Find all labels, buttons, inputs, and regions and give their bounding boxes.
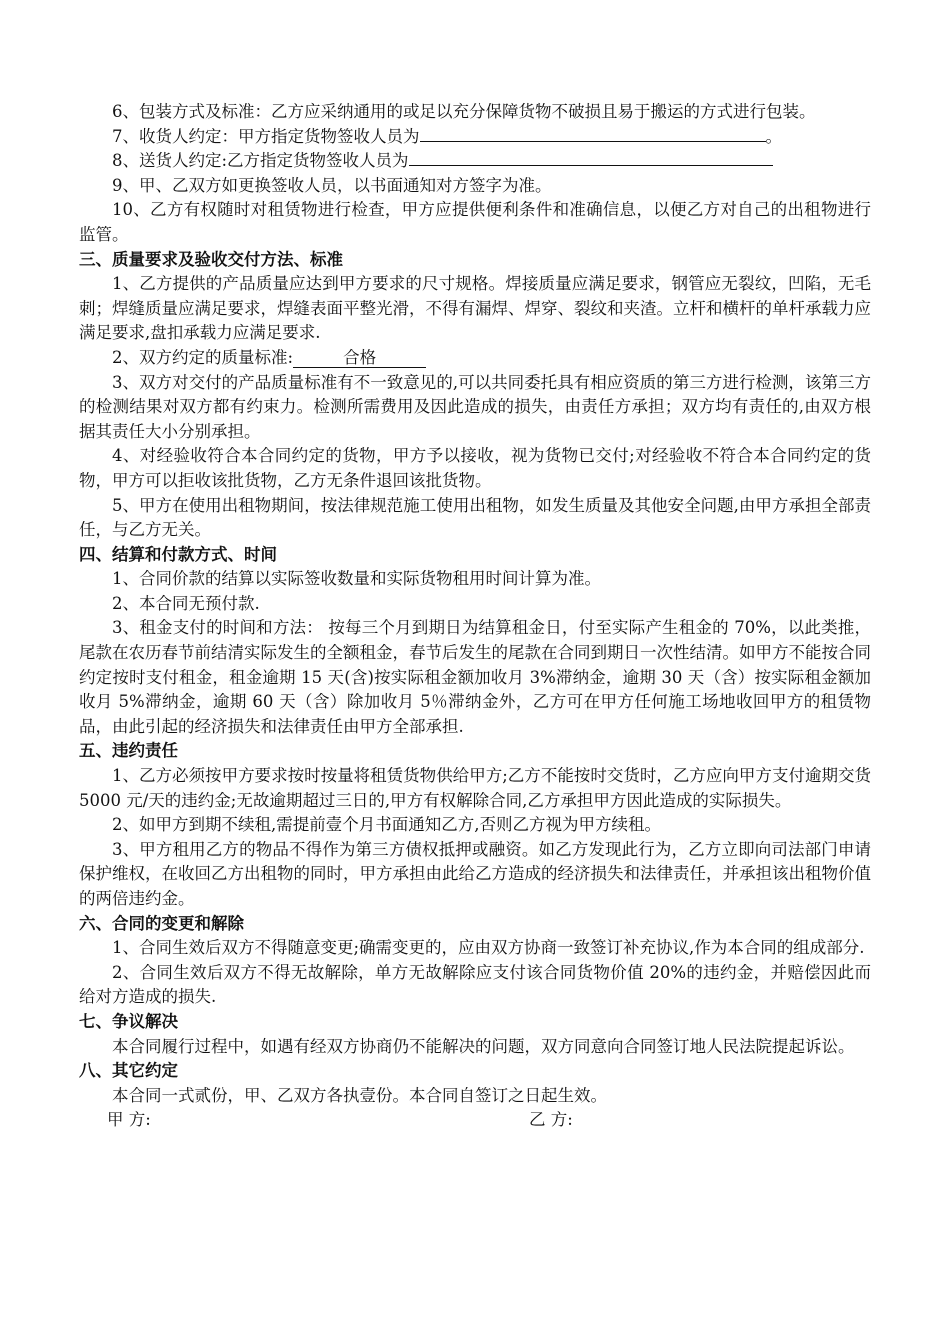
s7-p1: 本合同履行过程中，如遇有经双方协商仍不能解决的问题，双方同意向合同签订地人民法院提起诉讼。 bbox=[112, 1036, 855, 1056]
clause-7-label: 7、收货人约定：甲方指定货物签收人员为 bbox=[112, 126, 420, 146]
s3-p5: 5、甲方在使用出租物期间，按法律规范施工使用出租物，如发生质量及其他安全问题,由甲方承担全部责任，与乙方无关。 bbox=[79, 495, 871, 540]
clause-7 bbox=[79, 125, 871, 150]
clause-8 bbox=[79, 149, 871, 174]
deliverer-name-blank[interactable] bbox=[409, 165, 773, 166]
s4-p2: 2、本合同无预付款. bbox=[112, 593, 260, 613]
s4-p3: 3、租金支付的时间和方法： 按每三个月到期日为结算租金日，付至实际产生租金的 70%，以此类推，尾款在农历春节前结清实际发生的全额租金，春节后发生的尾款在合同到期日一次性结清。如甲方不能按合同约定按时支付租金，租金逾期 15 天(含)按实际租金额加收月 3%滞纳金，逾期 30 天（含）按实际租金额加收月 5%滞纳金，逾期 60 天（含）除加收月 5％滞纳金外，乙方可在甲方任何施工场地收回甲方的租赁物品，由此引起的经济损失和法律责任由甲方全部承担. bbox=[79, 618, 871, 736]
clause-10: 10、乙方有权随时对租赁物进行检查，甲方应提供便利条件和准确信息，以便乙方对自己的出租物进行监管。 bbox=[79, 200, 871, 244]
s3-p1: 1、乙方提供的产品质量应达到甲方要求的尺寸规格。焊接质量应满足要求，钢管应无裂纹，凹陷，无毛刺；焊缝质量应满足要求，焊缝表面平整光滑，不得有漏焊、焊穿、裂纹和夹渣。立杆和横杆的单杆承载力应满足要求,盘扣承载力应满足要求. bbox=[79, 274, 871, 343]
signature-row bbox=[79, 1108, 871, 1134]
s6-p2: 2、合同生效后双方不得无故解除，单方无故解除应支付该合同货物价值 20%的违约金，并赔偿因此而给对方造成的损失. bbox=[79, 962, 871, 1007]
s5-p1: 1、乙方必须按甲方要求按时按量将租赁货物供给甲方;乙方不能按时交货时，乙方应向甲方支付逾期交货 5000 元/天的违约金;无故逾期超过三日的,甲方有权解除合同,乙方承担甲方因此造成的实际损失。 bbox=[79, 766, 871, 810]
s5-p3: 3、甲方租用乙方的物品不得作为第三方债权抵押或融资。如乙方发现此行为，乙方立即向司法部门申请保护维权，在收回乙方出租物的同时，甲方承担由此给乙方造成的经济损失和法律责任，并承担该出租物价值的两倍违约金。 bbox=[79, 839, 871, 908]
clause-6: 6、包装方式及标准：乙方应采纳通用的或足以充分保障货物不破损且易于搬运的方式进行包装。 bbox=[112, 102, 816, 121]
s3-p3: 3、双方对交付的产品质量标准有不一致意见的,可以共同委托具有相应资质的第三方进行检测，该第三方的检测结果对双方都有约束力。检测所需费用及因此造成的损失，由责任方承担；双方均有责任的,由双方根据其责任大小分别承担。 bbox=[79, 372, 871, 441]
party-a-label: 甲 方: bbox=[107, 1110, 151, 1130]
section-4-heading: 四、结算和付款方式、时间 bbox=[79, 544, 277, 564]
contract-page bbox=[79, 100, 871, 1134]
receiver-name-blank[interactable] bbox=[420, 141, 766, 142]
section-3-heading: 三、质量要求及验收交付方法、标准 bbox=[79, 249, 343, 269]
s5-p2: 2、如甲方到期不续租,需提前壹个月书面通知乙方,否则乙方视为甲方续租。 bbox=[112, 815, 661, 835]
clause-9: 9、甲、乙双方如更换签收人员，以书面通知对方签字为准。 bbox=[112, 175, 552, 195]
section-5-heading: 五、违约责任 bbox=[79, 741, 178, 761]
section-6-heading: 六、合同的变更和解除 bbox=[79, 913, 244, 933]
s4-p1: 1、合同价款的结算以实际签收数量和实际货物租用时间计算为准。 bbox=[112, 569, 601, 589]
quality-standard-label: 2、双方约定的质量标准: bbox=[112, 347, 294, 367]
s6-p1: 1、合同生效后双方不得随意变更;确需变更的，应由双方协商一致签订补充协议,作为本合同的组成部分. bbox=[112, 938, 865, 958]
clause-8-label: 8、送货人约定:乙方指定货物签收人员为 bbox=[112, 151, 409, 171]
quality-standard-value: 合格 bbox=[293, 349, 426, 368]
section-8-heading: 八、其它约定 bbox=[79, 1061, 178, 1081]
s3-p4: 4、对经验收符合本合同约定的货物，甲方予以接收，视为货物已交付;对经验收不符合本合同约定的货物，甲方可以拒收该批货物，乙方无条件退回该批货物。 bbox=[79, 446, 871, 490]
clause-7-end: 。 bbox=[765, 126, 782, 146]
section-7-heading: 七、争议解决 bbox=[79, 1011, 178, 1031]
s8-p1: 本合同一式贰份，甲、乙双方各执壹份。本合同自签订之日起生效。 bbox=[112, 1085, 607, 1105]
party-b-label: 乙 方: bbox=[529, 1110, 573, 1130]
s3-p2 bbox=[79, 346, 871, 371]
